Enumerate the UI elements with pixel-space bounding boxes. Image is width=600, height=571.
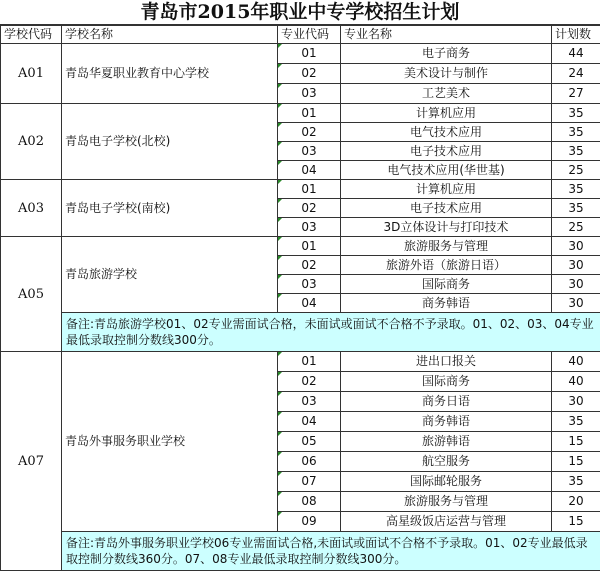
header-school-name: 学校名称 bbox=[62, 26, 278, 44]
major-code: 09 bbox=[278, 512, 341, 532]
major-code: 02 bbox=[278, 123, 341, 142]
major-code: 07 bbox=[278, 472, 341, 492]
note-row bbox=[1, 532, 600, 571]
major-name: 工艺美术 bbox=[341, 84, 552, 104]
major-code: 01 bbox=[278, 180, 341, 199]
plan-count: 44 bbox=[552, 44, 600, 64]
major-code: 03 bbox=[278, 218, 341, 237]
plan-count: 30 bbox=[552, 237, 600, 256]
school-name: 青岛华夏职业教育中心学校 bbox=[62, 44, 278, 104]
school-name: 青岛电子学校(南校) bbox=[62, 180, 278, 237]
plan-count: 25 bbox=[552, 161, 600, 180]
school-code: A05 bbox=[1, 237, 62, 352]
school-note: 备注:青岛旅游学校01、02专业需面试合格，未面试或面试不合格不予录取。01、02、03、04专业最低录取控制分数线300分。 bbox=[62, 313, 600, 352]
major-code: 02 bbox=[278, 256, 341, 275]
major-code: 05 bbox=[278, 432, 341, 452]
major-code: 03 bbox=[278, 392, 341, 412]
major-name: 计算机应用 bbox=[341, 180, 552, 199]
plan-count: 30 bbox=[552, 392, 600, 412]
school-code: A02 bbox=[1, 104, 62, 180]
plan-count: 25 bbox=[552, 218, 600, 237]
table-row bbox=[1, 104, 600, 123]
major-code: 02 bbox=[278, 64, 341, 84]
plan-count: 35 bbox=[552, 142, 600, 161]
header-plan: 计划数 bbox=[552, 26, 600, 44]
major-code: 01 bbox=[278, 44, 341, 64]
major-code: 02 bbox=[278, 199, 341, 218]
major-name: 高星级饭店运营与管理 bbox=[341, 512, 552, 532]
major-name: 电子技术应用 bbox=[341, 199, 552, 218]
major-name: 美术设计与制作 bbox=[341, 64, 552, 84]
major-name: 电子技术应用 bbox=[341, 142, 552, 161]
plan-count: 35 bbox=[552, 472, 600, 492]
major-name: 旅游服务与管理 bbox=[341, 237, 552, 256]
major-code: 04 bbox=[278, 161, 341, 180]
major-code: 01 bbox=[278, 104, 341, 123]
note-row bbox=[1, 313, 600, 352]
page-title: 青岛市2015年职业中专学校招生计划 bbox=[0, 0, 600, 25]
major-name: 电气技术应用 bbox=[341, 123, 552, 142]
plan-count: 35 bbox=[552, 199, 600, 218]
enrollment-table bbox=[0, 25, 600, 571]
header-major-name: 专业名称 bbox=[341, 26, 552, 44]
school-note: 备注:青岛外事服务职业学校06专业需面试合格,未面试或面试不合格不予录取。01、02专业最低录取控制分数线360分。07、08专业最低录取控制分数线300分。 bbox=[62, 532, 600, 571]
major-code: 04 bbox=[278, 294, 341, 313]
plan-count: 15 bbox=[552, 452, 600, 472]
school-code: A01 bbox=[1, 44, 62, 104]
major-name: 进出口报关 bbox=[341, 352, 552, 372]
plan-count: 40 bbox=[552, 372, 600, 392]
major-name: 旅游外语（旅游日语） bbox=[341, 256, 552, 275]
major-code: 06 bbox=[278, 452, 341, 472]
plan-count: 24 bbox=[552, 64, 600, 84]
table-row bbox=[1, 237, 600, 256]
table-row bbox=[1, 180, 600, 199]
major-name: 3D立体设计与打印技术 bbox=[341, 218, 552, 237]
plan-count: 30 bbox=[552, 256, 600, 275]
major-code: 04 bbox=[278, 412, 341, 432]
plan-count: 35 bbox=[552, 123, 600, 142]
header-major-code: 专业代码 bbox=[278, 26, 341, 44]
major-name: 商务日语 bbox=[341, 392, 552, 412]
plan-count: 30 bbox=[552, 294, 600, 313]
major-name: 旅游韩语 bbox=[341, 432, 552, 452]
school-code: A07 bbox=[1, 352, 62, 571]
header-row bbox=[1, 26, 600, 44]
table-row bbox=[1, 44, 600, 64]
major-name: 国际商务 bbox=[341, 372, 552, 392]
plan-count: 15 bbox=[552, 512, 600, 532]
school-name: 青岛外事服务职业学校 bbox=[62, 352, 278, 532]
major-code: 02 bbox=[278, 372, 341, 392]
major-name: 商务韩语 bbox=[341, 412, 552, 432]
plan-count: 27 bbox=[552, 84, 600, 104]
major-name: 国际邮轮服务 bbox=[341, 472, 552, 492]
header-school-code: 学校代码 bbox=[1, 26, 62, 44]
table-row bbox=[1, 352, 600, 372]
plan-count: 40 bbox=[552, 352, 600, 372]
plan-count: 30 bbox=[552, 275, 600, 294]
major-name: 商务韩语 bbox=[341, 294, 552, 313]
plan-count: 15 bbox=[552, 432, 600, 452]
major-code: 08 bbox=[278, 492, 341, 512]
major-name: 电气技术应用(华世基) bbox=[341, 161, 552, 180]
major-code: 01 bbox=[278, 237, 341, 256]
plan-count: 35 bbox=[552, 104, 600, 123]
major-name: 电子商务 bbox=[341, 44, 552, 64]
major-code: 03 bbox=[278, 84, 341, 104]
major-name: 计算机应用 bbox=[341, 104, 552, 123]
plan-count: 35 bbox=[552, 412, 600, 432]
major-name: 国际商务 bbox=[341, 275, 552, 294]
school-code: A03 bbox=[1, 180, 62, 237]
school-name: 青岛旅游学校 bbox=[62, 237, 278, 313]
plan-count: 20 bbox=[552, 492, 600, 512]
major-name: 航空服务 bbox=[341, 452, 552, 472]
plan-count: 35 bbox=[552, 180, 600, 199]
major-code: 01 bbox=[278, 352, 341, 372]
school-name: 青岛电子学校(北校) bbox=[62, 104, 278, 180]
major-name: 旅游服务与管理 bbox=[341, 492, 552, 512]
major-code: 03 bbox=[278, 142, 341, 161]
major-code: 03 bbox=[278, 275, 341, 294]
